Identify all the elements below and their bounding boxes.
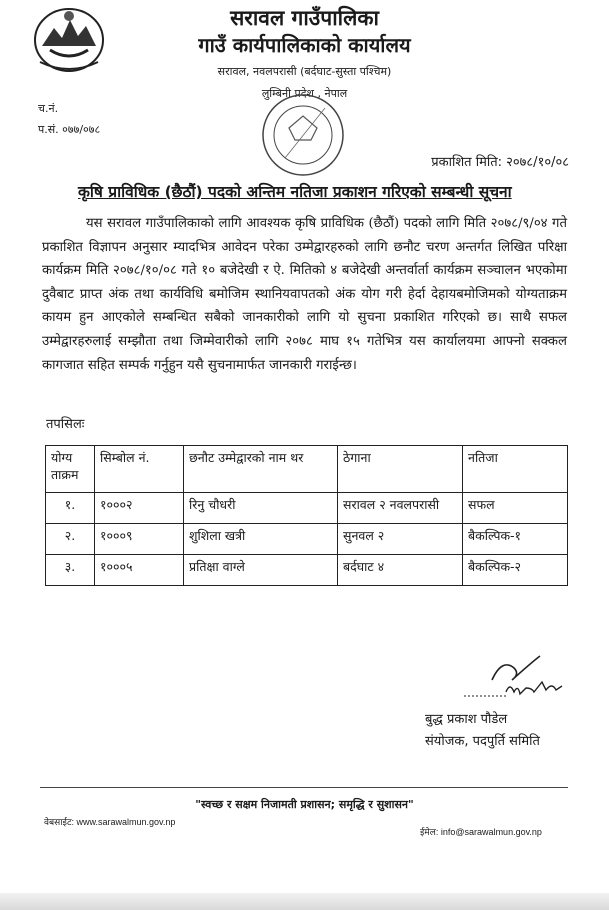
notice-body [42, 212, 567, 377]
signatory-title: संयोजक, पदपुर्ति समिति [425, 734, 540, 749]
footer-email: ईमेल: info@sarawalmun.gov.np [420, 827, 542, 837]
details-label: तपसिलः [46, 417, 85, 432]
table-row [46, 524, 568, 555]
pa-sa-number: प.सं. ०७७/०७८ [38, 123, 101, 136]
cell-candidate-name: रिनु चौधरी [184, 493, 338, 524]
cell-result: सफल [463, 493, 568, 524]
cell-symbol-no: १०००९ [95, 524, 184, 555]
results-table [45, 445, 568, 586]
org-name: सरावल गाउँपालिका [230, 6, 379, 30]
cell-result: बैकल्पिक-१ [463, 524, 568, 555]
cell-result: बैकल्पिक-२ [463, 555, 568, 586]
notice-paragraph: यस सरावल गाउँपालिकाको लागि आवश्यक कृषि प्राविधिक (छैठौं) पदको लागि मिति २०७८/९/०४ गते प्रकाशित विज्ञापन अनुसार म्यादभित्र आवेदन परेका उम्मेद्वारहरुको लागि छनौट चरण अन्तर्गत लिखित परिक्षा कार्यक्रम मिति २०७८/१०/०८ गते १० बजेदेखी र ऐ. मितिको ४ बजेदेखी अन्तर्वार्ता कार्यक्रम सञ्चालन भएकोमा दुवैबाट प्राप्त अंक तथा कार्यविधि बमोजिम स्थानियवापतको अंक योग गरी हेर्दा देहायबमोजिमको योग्यताक्रम कायम हुन आएकोले सम्बन्धित सबैको जानकारीको लागि यो सुचना प्रकाशित गरिएको छ। साथै सफल उम्मेद्वारहरुलाई सम्झौता तथा जिम्मेवारीको लागि २०७८ माघ १५ गतेभित्र यस कार्यालयमा आफ्नो सक्कल कागजात सहित सम्पर्क गर्नुहुन यसै सुचनामार्फत जानकारी गराईन्छ। [42, 216, 567, 373]
header-address: ठेगाना [338, 446, 463, 493]
page-bottom-edge [0, 893, 609, 910]
office-address: सरावल, नवलपरासी (बर्दघाट-सुस्ता पश्चिम) [217, 65, 392, 78]
footer-slogan: "स्वच्छ र सक्षम निजामती प्रशासन; समृद्धि र सुशासन" [195, 798, 414, 811]
cell-candidate-name: प्रतिक्षा वाग्ले [184, 555, 338, 586]
notice-subject: कृषि प्राविधिक (छैठौं) पदको अन्तिम नतिजा प्रकाशन गरिएको सम्बन्धी सूचना [78, 183, 512, 201]
cell-symbol-no: १०००२ [95, 493, 184, 524]
cell-rank: २. [46, 524, 95, 555]
header-result: नतिजा [463, 446, 568, 493]
table-header-row [46, 446, 568, 493]
header-candidate-name: छनौट उम्मेद्वारको नाम थर [184, 446, 338, 493]
cell-candidate-name: शुशिला खत्री [184, 524, 338, 555]
office-name: गाउँ कार्यपालिकाको कार्यालय [198, 33, 411, 57]
cell-address: सुनवल २ [338, 524, 463, 555]
office-stamp-icon [255, 88, 350, 183]
footer-website: वेबसाईट: www.sarawalmun.gov.np [44, 817, 176, 827]
cell-symbol-no: १०००५ [95, 555, 184, 586]
cell-address: बर्दघाट ४ [338, 555, 463, 586]
header-symbol-no: सिम्बोल नं. [95, 446, 184, 493]
table-row [46, 493, 568, 524]
published-date: प्रकाशित मिति: २०७८/१०/०८ [431, 155, 569, 170]
cell-rank: ३. [46, 555, 95, 586]
province: लुम्बिनी प्रदेश , नेपाल [261, 87, 348, 100]
signatory-name: बुद्ध प्रकाश पौडेल [425, 712, 508, 727]
cell-rank: १. [46, 493, 95, 524]
handwritten-signature-icon [462, 650, 572, 702]
header-rank: योग्य ताक्रम [46, 446, 95, 493]
ch-no-label: च.नं. [38, 102, 59, 115]
cell-address: सरावल २ नवलपरासी [338, 493, 463, 524]
table-row [46, 555, 568, 586]
footer-divider [40, 787, 568, 788]
